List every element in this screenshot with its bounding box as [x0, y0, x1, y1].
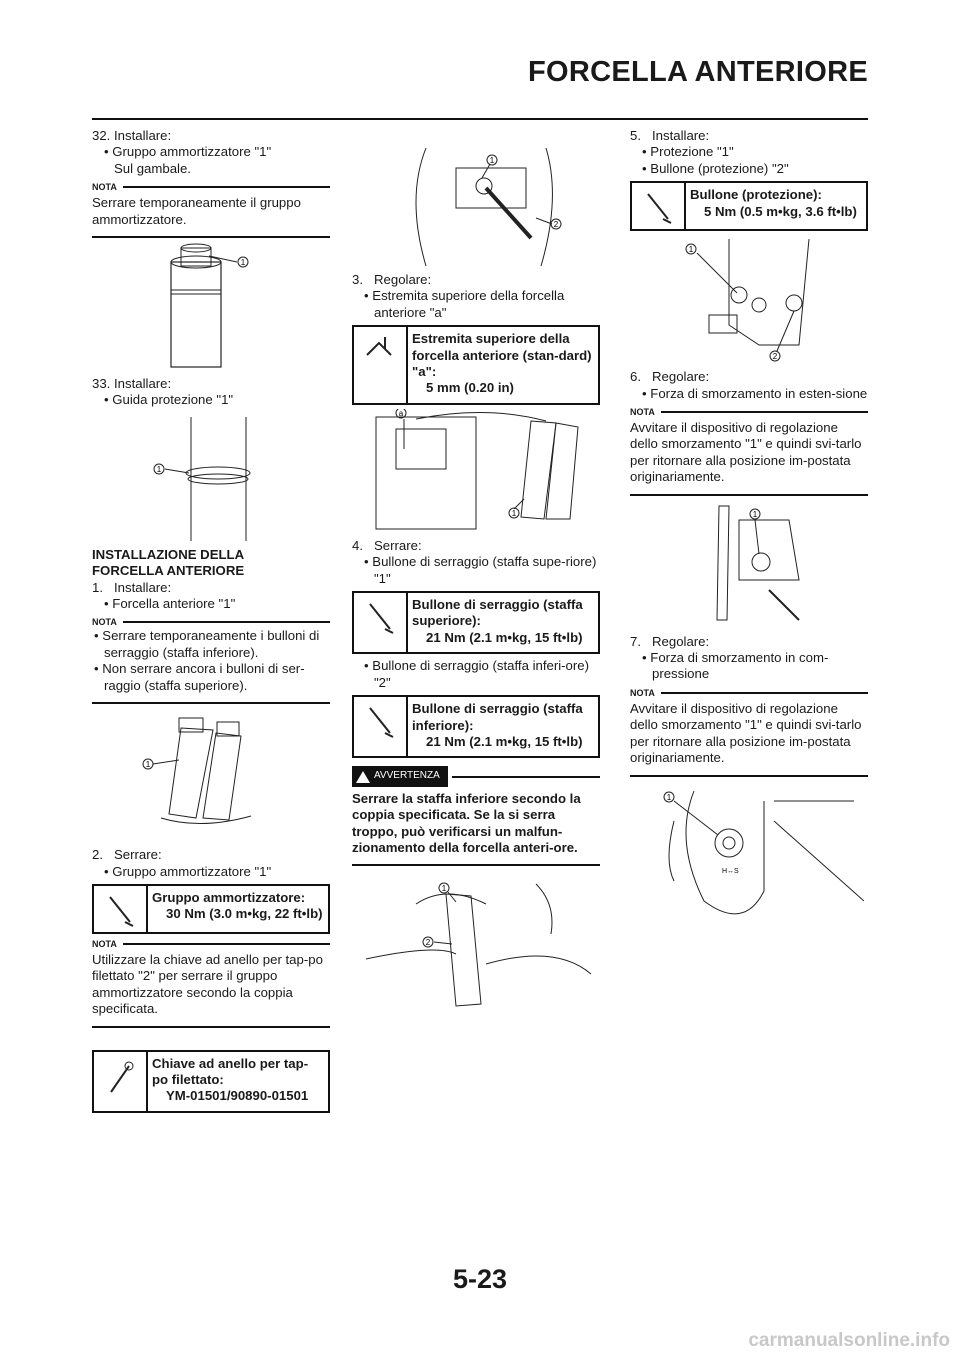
callout-2: 2: [425, 938, 431, 948]
torque-wrench-icon: [354, 593, 408, 652]
spec-ring-wrench: [92, 1050, 330, 1113]
figure-fork-height: [356, 409, 596, 534]
step-1: 1. Installare:: [92, 579, 172, 595]
section-heading-line1: INSTALLAZIONE DELLA: [92, 546, 245, 562]
step-7-bullet: • Forza di smorzamento in com-pressione: [630, 650, 868, 683]
step-3-bullet: • Estremita superiore della forcella anteriore "a": [352, 288, 600, 321]
nota-5: [630, 687, 868, 777]
callout-1: 1: [240, 258, 246, 268]
step-5-bullet-1: • Protezione "1": [630, 144, 868, 160]
section-heading-line2: FORCELLA ANTERIORE: [92, 563, 245, 579]
callout-1: 1: [688, 245, 694, 255]
nota-label: NOTA: [92, 617, 117, 628]
spec-value: 21 Nm (2.1 m•kg, 15 ft•lb): [426, 733, 583, 749]
nota-4-text: Avvitare il dispositivo di regolazione dello smorzamento "1" e quindi svi-tarlo per ritornare alla posizione im-postata originariamente.: [630, 420, 862, 485]
step-33: 33. Installare:: [92, 376, 172, 392]
step-4: 4. Serrare:: [352, 537, 422, 553]
spec-damper-torque: [92, 884, 330, 934]
figure-damper-assembly: [151, 242, 271, 372]
step-33-bullet: • Guida protezione "1": [92, 392, 330, 408]
spec-title: Bullone (protezione):: [690, 187, 822, 203]
callout-1: 1: [489, 156, 495, 165]
torque-wrench-icon: [632, 183, 686, 229]
figure-rebound-adjuster: [669, 500, 829, 630]
spec-value: YM-01501/90890-01501: [166, 1088, 309, 1104]
measure-icon: [354, 327, 408, 403]
middle-column: [352, 134, 600, 1018]
figure-guard: [669, 235, 829, 365]
figure-compression-adjuster: [634, 781, 864, 931]
spec-value: 30 Nm (3.0 m•kg, 22 ft•lb): [166, 906, 323, 922]
callout-1: 1: [156, 464, 162, 474]
torque-wrench-icon: [94, 886, 148, 932]
step-4-bullet-1: • Bullone di serraggio (staffa supe-riore) "1": [352, 554, 600, 587]
step-5-bullet-2: • Bullone (protezione) "2": [630, 161, 868, 177]
warning-icon: [356, 771, 370, 783]
nota-label: NOTA: [630, 687, 655, 698]
nota-1-text: Serrare temporaneamente il gruppo ammortizzatore.: [92, 195, 301, 227]
nota-4: [630, 406, 868, 496]
step-3: 3. Regolare:: [352, 272, 432, 287]
step-32: 32. Installare:: [92, 128, 172, 143]
spec-title: Bullone di serraggio (staffa superiore):: [412, 597, 583, 629]
nota-label: NOTA: [630, 406, 655, 417]
warning-box: [352, 766, 600, 866]
figure-front-fork: [141, 708, 281, 843]
spec-title: Gruppo ammortizzatore:: [152, 889, 306, 905]
nota-2: [92, 616, 330, 704]
nota-3: [92, 938, 330, 1028]
callout-2: 2: [772, 352, 778, 362]
step-6: 6. Regolare:: [630, 369, 710, 385]
step-1-bullet: • Forcella anteriore "1": [92, 596, 330, 612]
torque-wrench-icon: [354, 697, 408, 756]
left-column: [92, 128, 330, 1117]
spec-guard-bolt: [630, 181, 868, 231]
nota-2-bullet-1: • Serrare temporaneamente i bulloni di serraggio (staffa inferiore).: [92, 628, 330, 661]
page-number: 5-23: [452, 1264, 508, 1294]
step-7: 7. Regolare:: [630, 633, 710, 649]
warning-text: Serrare la staffa inferiore secondo la coppia specificata. Se la si serra troppo, può verificarsi un malfun-zionamento della forcella anteri-ore.: [352, 790, 581, 855]
step-32-bullet: • Gruppo ammortizzatore "1": [92, 144, 330, 160]
figure-lower-bracket: [356, 874, 596, 1014]
spec-title: Chiave ad anello per tap-po filettato:: [152, 1055, 309, 1087]
spec-title: Estremita superiore della forcella anteriore (stan-dard) "a":: [412, 331, 592, 380]
callout-1: 1: [511, 508, 517, 518]
nota-label: NOTA: [92, 182, 117, 193]
step-5: 5. Installare:: [630, 128, 710, 143]
adjuster-label: H↔S: [722, 867, 739, 875]
callout-1: 1: [666, 792, 672, 802]
spec-value: 21 Nm (2.1 m•kg, 15 ft•lb): [426, 629, 583, 645]
spec-lower-bolt: [352, 695, 600, 758]
nota-label: NOTA: [92, 938, 117, 949]
figure-upper-bracket: [386, 138, 566, 268]
ring-wrench-icon: [94, 1052, 148, 1111]
callout-1: 1: [145, 760, 151, 770]
nota-1: [92, 181, 330, 238]
spec-fork-height: [352, 325, 600, 405]
spec-upper-bolt: [352, 591, 600, 654]
step-6-bullet: • Forza di smorzamento in esten-sione: [630, 386, 868, 402]
page-title: FORCELLA ANTERIORE: [528, 56, 868, 88]
watermark: carmanualsonline.info: [748, 1330, 950, 1351]
step-32-cont: Sul gambale.: [114, 160, 191, 176]
spec-value: 5 Nm (0.5 m•kg, 3.6 ft•lb): [704, 203, 857, 219]
callout-1: 1: [752, 509, 758, 519]
warning-badge: AVVERTENZA: [352, 766, 448, 786]
nota-3-text: Utilizzare la chiave ad anello per tap-po filettato "2" per serrare il gruppo ammortizzatore secondo la coppia specificata.: [92, 951, 323, 1017]
spec-value: 5 mm (0.20 in): [426, 380, 514, 396]
callout-2: 2: [553, 220, 559, 229]
nota-5-text: Avvitare il dispositivo di regolazione dello smorzamento "1" e quindi svi-tarlo per ritornare alla posizione im-postata originariamente.: [630, 700, 862, 766]
right-column: [630, 128, 868, 935]
nota-2-bullet-2: • Non serrare ancora i bulloni di ser-raggio (staffa superiore).: [92, 661, 330, 694]
step-2-bullet: • Gruppo ammortizzatore "1": [92, 864, 330, 880]
callout-a: a: [398, 408, 404, 418]
step-2: 2. Serrare:: [92, 847, 162, 863]
spec-title: Bullone di serraggio (staffa inferiore):: [412, 701, 583, 733]
figure-guide: [151, 413, 271, 543]
callout-1: 1: [441, 884, 447, 894]
step-4-bullet-2: • Bullone di serraggio (staffa inferi-ore) "2": [352, 658, 600, 691]
header-rule: [92, 118, 868, 120]
